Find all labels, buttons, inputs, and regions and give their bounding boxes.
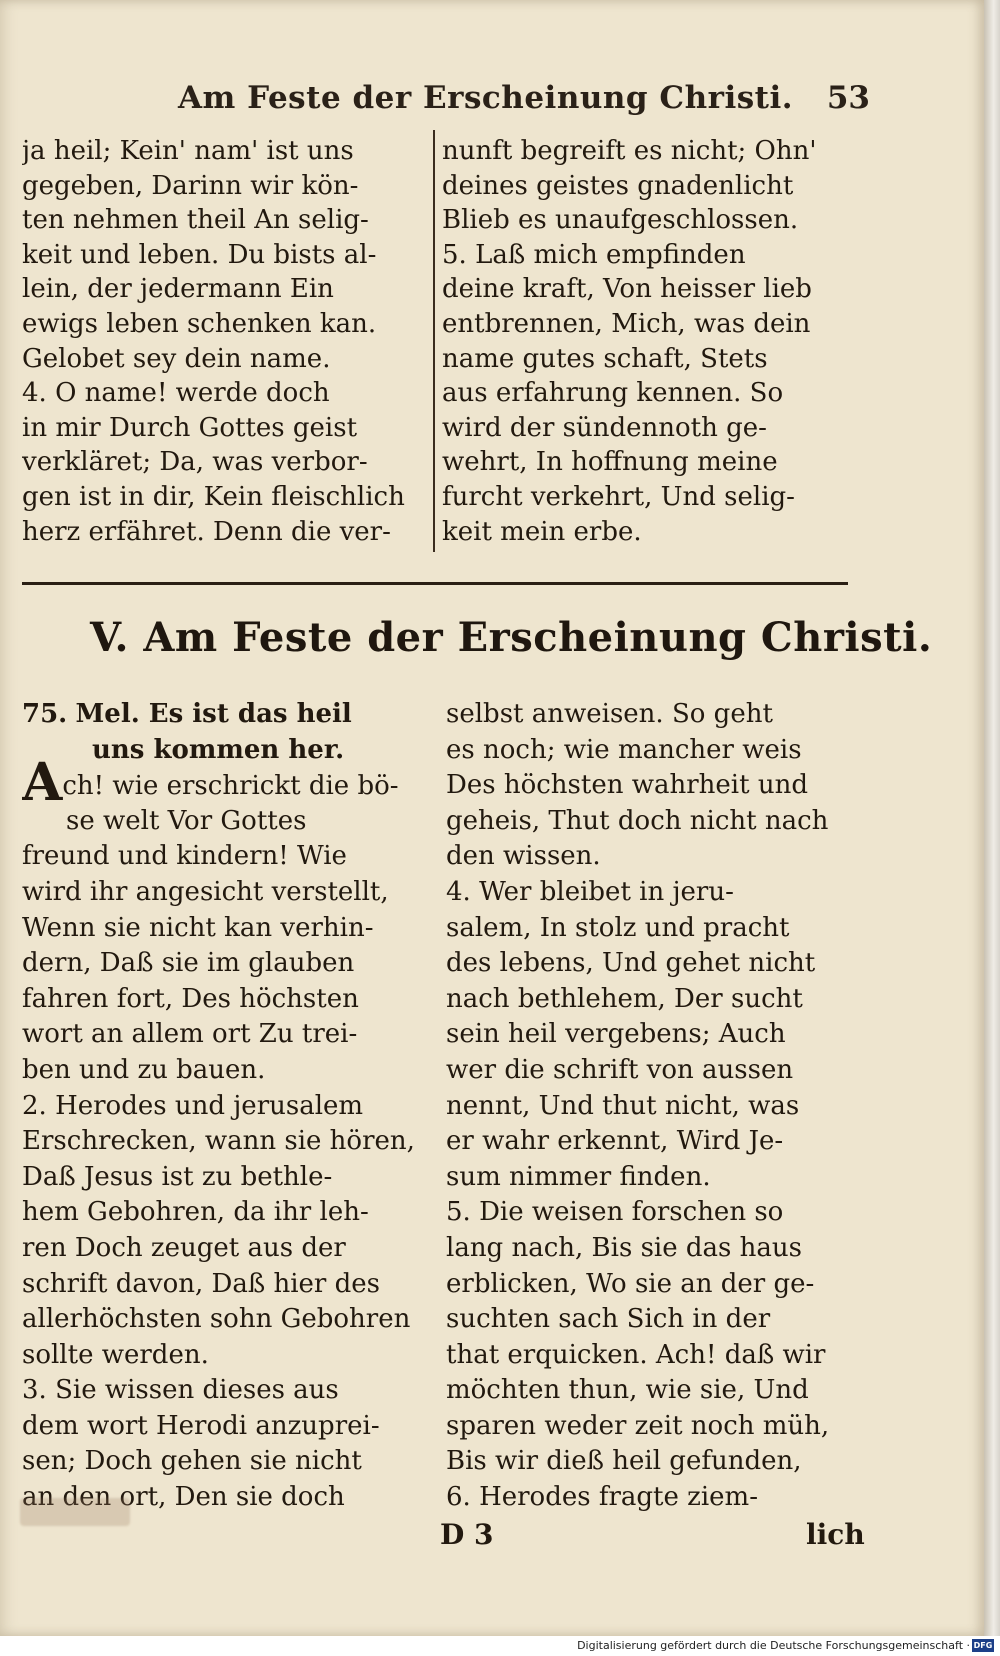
text-line: Blieb es unaufgeschlossen. bbox=[442, 205, 799, 236]
running-title: Am Feste der Erscheinung Christi. bbox=[178, 80, 794, 116]
page-number: 53 bbox=[826, 80, 870, 116]
melody-note: Mel. Es ist das heil bbox=[75, 699, 352, 729]
text-line: Wenn sie nicht kan verhin- bbox=[22, 912, 374, 943]
text-line: nennt, Und thut nicht, was bbox=[446, 1090, 800, 1121]
text-line: Erschrecken, wann sie hören, bbox=[22, 1126, 415, 1157]
hymn-heading-line bbox=[22, 697, 442, 733]
text-line: 4. O name! werde doch bbox=[22, 378, 330, 409]
text-line: verkläret; Da, was verbor- bbox=[22, 447, 368, 478]
text-line: wer die schrift von aussen bbox=[446, 1054, 794, 1085]
text-line: deines geistes gnadenlicht bbox=[442, 170, 794, 201]
text-line: sum nimmer finden. bbox=[446, 1161, 711, 1192]
text-line: hem Gebohren, da ihr leh- bbox=[22, 1197, 369, 1228]
hymn-number: 75. bbox=[22, 699, 68, 729]
top-right-column bbox=[442, 134, 862, 549]
text-line: wehrt, In hoffnung meine bbox=[442, 447, 778, 478]
library-stamp-mark bbox=[20, 1498, 130, 1526]
text-line: selbst anweisen. So geht bbox=[446, 699, 773, 729]
text-line: lein, der jedermann Ein bbox=[22, 274, 334, 305]
text-line: Gelobet sey dein name. bbox=[22, 343, 331, 374]
text-line: ren Doch zeuget aus der bbox=[22, 1232, 346, 1263]
page-edge bbox=[984, 0, 1000, 1636]
text-line: se welt Vor Gottes bbox=[66, 805, 307, 836]
running-head bbox=[160, 80, 880, 124]
section-title: V. Am Feste der Erscheinung Christi. bbox=[90, 614, 933, 661]
text-line: sparen weder zeit noch müh, bbox=[446, 1410, 830, 1441]
text-line: keit und leben. Du bists al- bbox=[22, 239, 377, 270]
text-line: des lebens, Und gehet nicht bbox=[446, 948, 816, 979]
text-line: möchten thun, wie sie, Und bbox=[446, 1375, 809, 1406]
text-line: that erquicken. Ach! daß wir bbox=[446, 1339, 826, 1370]
text-line: furcht verkehrt, Und selig- bbox=[442, 481, 795, 512]
text-line: wird ihr angesicht verstellt, bbox=[22, 876, 389, 907]
text-line: Daß Jesus ist zu bethle- bbox=[22, 1161, 333, 1192]
text-line: name gutes schaft, Stets bbox=[442, 343, 768, 374]
text-line: 5. Die weisen forschen so bbox=[446, 1197, 784, 1228]
hymn-heading-line bbox=[22, 733, 442, 769]
text-line: entbrennen, Mich, was dein bbox=[442, 308, 811, 339]
dfg-logo: DFG bbox=[973, 1641, 993, 1650]
text-line: dem wort Herodi anzuprei- bbox=[22, 1410, 380, 1441]
text-line: in mir Durch Gottes geist bbox=[22, 412, 358, 443]
text-line: 2. Herodes und jerusalem bbox=[22, 1090, 364, 1121]
footer-bar bbox=[0, 1636, 1000, 1656]
text-line bbox=[22, 752, 442, 814]
first-line-text: ch! wie erschrickt die bö- bbox=[62, 771, 399, 802]
text-line: dern, Daß sie im glauben bbox=[22, 948, 355, 979]
column-divider bbox=[433, 130, 435, 552]
text-line: geheis, Thut doch nicht nach bbox=[446, 805, 829, 836]
text-line: salem, In stolz und pracht bbox=[446, 912, 790, 943]
text-line: fahren fort, Des höchsten bbox=[22, 983, 359, 1014]
text-line: 5. Laß mich empfinden bbox=[442, 239, 746, 270]
drop-capital: A bbox=[22, 752, 63, 814]
text-line: allerhöchsten sohn Gebohren bbox=[22, 1304, 411, 1335]
top-left-column bbox=[22, 134, 432, 549]
funding-notice: Digitalisierung gefördert durch die Deutsche Forschungsgemeinschaft · bbox=[577, 1639, 970, 1652]
text-line: ewigs leben schenken kan. bbox=[22, 308, 377, 339]
text-line: ja heil; Kein' nam' ist uns bbox=[22, 136, 354, 166]
text-line: Des höchsten wahrheit und bbox=[446, 770, 808, 801]
hymn-left-column bbox=[22, 697, 442, 1516]
text-line: gen ist in dir, Kein fleischlich bbox=[22, 481, 405, 512]
text-line: wird der sündennoth ge- bbox=[442, 412, 767, 443]
text-line: ben und zu bauen. bbox=[22, 1054, 266, 1085]
melody-note-continued: uns kommen her. bbox=[92, 734, 345, 765]
text-line: es noch; wie mancher weis bbox=[446, 734, 802, 765]
text-line: 3. Sie wissen dieses aus bbox=[22, 1375, 339, 1406]
catchword: lich bbox=[806, 1518, 865, 1551]
text-line: 6. Herodes fragte ziem- bbox=[446, 1482, 758, 1513]
text-line: nunft begreift es nicht; Ohn' bbox=[442, 136, 817, 166]
text-line: Bis wir dieß heil gefunden, bbox=[446, 1446, 802, 1477]
section-rule bbox=[22, 582, 848, 585]
text-line: ten nehmen theil An selig- bbox=[22, 205, 369, 236]
text-line: er wahr erkennt, Wird Je- bbox=[446, 1126, 784, 1157]
text-line: schrift davon, Daß hier des bbox=[22, 1268, 380, 1299]
text-line: erblicken, Wo sie an der ge- bbox=[446, 1268, 815, 1299]
text-line: nach bethlehem, Der sucht bbox=[446, 983, 803, 1014]
text-line: gegeben, Darinn wir kön- bbox=[22, 170, 359, 201]
text-line: suchten sach Sich in der bbox=[446, 1304, 771, 1335]
text-line: herz erfähret. Denn die ver- bbox=[22, 516, 391, 547]
text-line: sen; Doch gehen sie nicht bbox=[22, 1446, 362, 1477]
text-line: sein heil vergebens; Auch bbox=[446, 1019, 786, 1050]
text-line: aus erfahrung kennen. So bbox=[442, 378, 784, 409]
text-line: den wissen. bbox=[446, 841, 601, 872]
text-line: wort an allem ort Zu trei- bbox=[22, 1019, 358, 1050]
text-line: an den ort, Den sie doch bbox=[22, 1482, 345, 1513]
text-line: freund und kindern! Wie bbox=[22, 841, 347, 872]
signature-mark: D 3 bbox=[440, 1518, 494, 1551]
text-line: lang nach, Bis sie das haus bbox=[446, 1232, 802, 1263]
text-line: deine kraft, Von heisser lieb bbox=[442, 274, 812, 305]
text-line: 4. Wer bleibet in jeru- bbox=[446, 876, 734, 907]
text-line: sollte werden. bbox=[22, 1339, 209, 1370]
hymn-right-column bbox=[446, 697, 842, 1516]
text-line: keit mein erbe. bbox=[442, 516, 642, 547]
